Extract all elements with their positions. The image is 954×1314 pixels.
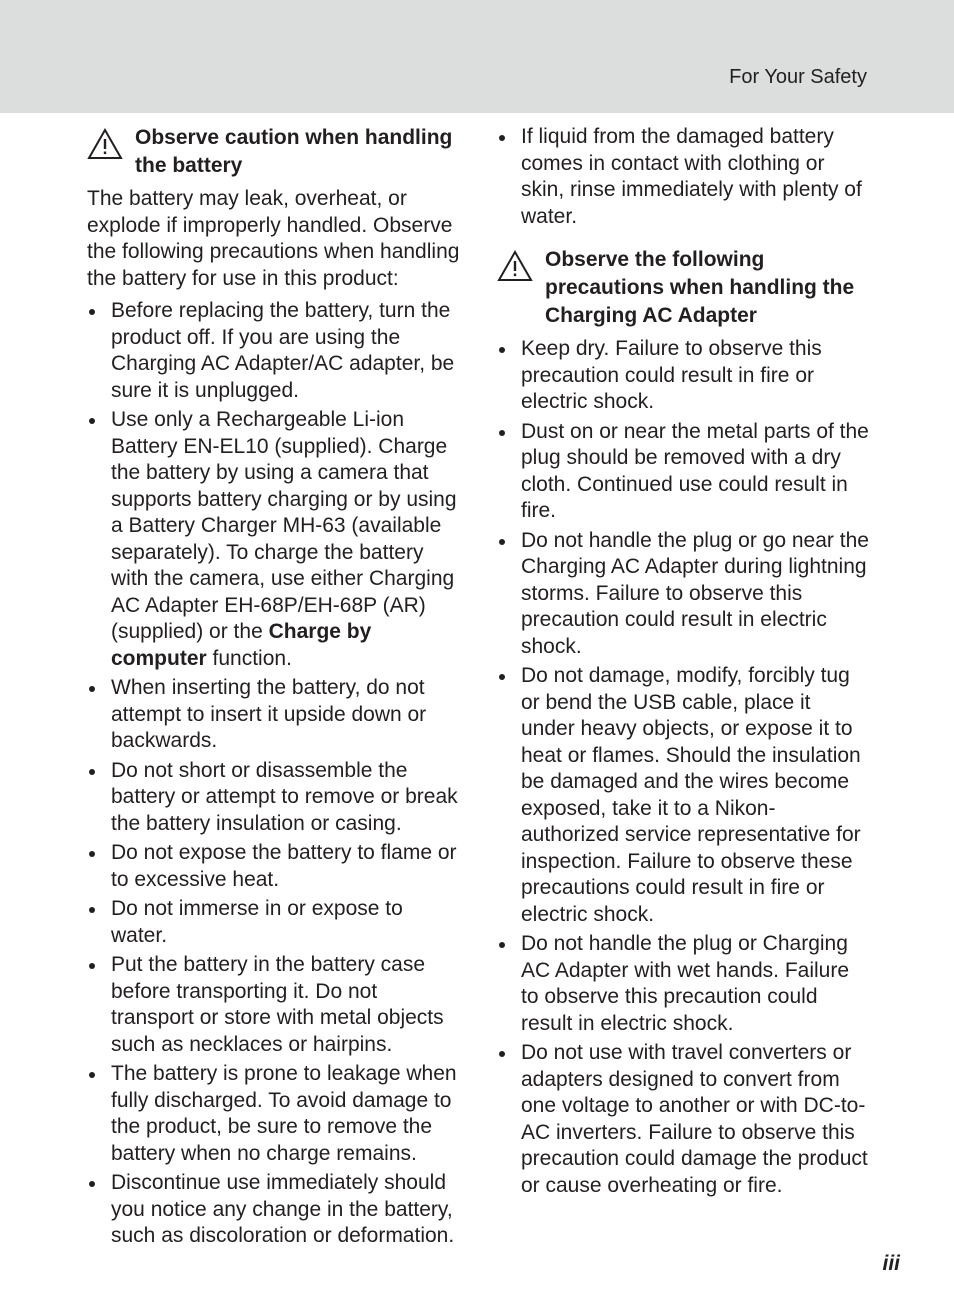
- list-item: Dust on or near the metal parts of the plug should be removed with a dry cloth. Continued use could result in fire.: [497, 419, 869, 525]
- list-item: Put the battery in the battery case before transporting it. Do not transport or store with metal objects such as necklaces or hairpins.: [87, 952, 462, 1058]
- list-item: Keep dry. Failure to observe this precaution could result in fire or electric shock.: [497, 336, 869, 416]
- list-item: Do not damage, modify, forcibly tug or bend the USB cable, place it under heavy objects, or expose it to heat or flames. Should the insulation be damaged and the wires become exposed, take it to a Nikon-authorized service representative for inspection. Failure to observe these precautions could result in fire or electric shock.: [497, 663, 869, 928]
- adapter-caution-heading: [497, 246, 869, 330]
- page-number: iii: [882, 1252, 900, 1275]
- list-item: Do not handle the plug or go near the Charging AC Adapter during lightning storms. Failure to observe this precaution could result in electric shock.: [497, 528, 869, 661]
- list-item: Before replacing the battery, turn the product off. If you are using the Charging AC Adapter/AC adapter, be sure it is unplugged.: [87, 298, 462, 404]
- section-title: Observe caution when handling the battery: [135, 126, 453, 177]
- header-title: For Your Safety: [729, 66, 867, 88]
- adapter-precautions-list: [497, 336, 869, 1199]
- battery-precautions-list: [87, 298, 462, 1250]
- list-item: The battery is prone to leakage when fully discharged. To avoid damage to the product, be sure to remove the battery when no charge remains.: [87, 1061, 462, 1167]
- list-item: When inserting the battery, do not attempt to insert it upside down or backwards.: [87, 675, 462, 755]
- list-item: Do not immerse in or expose to water.: [87, 896, 462, 949]
- list-item: [87, 407, 462, 672]
- list-item: Do not handle the plug or Charging AC Adapter with wet hands. Failure to observe this precaution could result in electric shock.: [497, 931, 869, 1037]
- warning-triangle-icon: [497, 250, 533, 282]
- intro-paragraph: The battery may leak, overheat, or explode if improperly handled. Observe the following precautions when handling the battery for use in this product:: [87, 187, 460, 290]
- warning-triangle-icon: [87, 128, 123, 160]
- list-item-text: Use only a Rechargeable Li-ion Battery EN-EL10 (supplied). Charge the battery by using a camera that supports battery charging or by using a Battery Charger MH-63 (available separately). To charge the battery with the camera, use either Charging AC Adapter EH-68P/EH-68P (AR) (supplied) or the: [111, 408, 457, 643]
- list-item: Do not short or disassemble the battery or attempt to remove or break the battery insulation or casing.: [87, 758, 462, 838]
- list-item: Do not use with travel converters or adapters designed to convert from one voltage to another or with DC-to-AC inverters. Failure to observe this precaution could damage the product or cause overheating or fire.: [497, 1040, 869, 1199]
- right-column: [497, 124, 869, 1202]
- battery-caution-heading: [87, 124, 462, 180]
- section-title: Observe the following precautions when handling the Charging AC Adapter: [545, 248, 855, 327]
- charge-by-computer-term: Charge by computer: [111, 620, 372, 670]
- battery-precautions-continued: [497, 124, 869, 230]
- list-item-tail: function.: [206, 646, 292, 670]
- page-header: [0, 0, 954, 113]
- list-item: Do not expose the battery to flame or to excessive heat.: [87, 840, 462, 893]
- left-column: [87, 124, 462, 1253]
- list-item: If liquid from the damaged battery comes in contact with clothing or skin, rinse immediately with plenty of water.: [497, 124, 869, 230]
- list-item: Discontinue use immediately should you notice any change in the battery, such as discoloration or deformation.: [87, 1170, 462, 1250]
